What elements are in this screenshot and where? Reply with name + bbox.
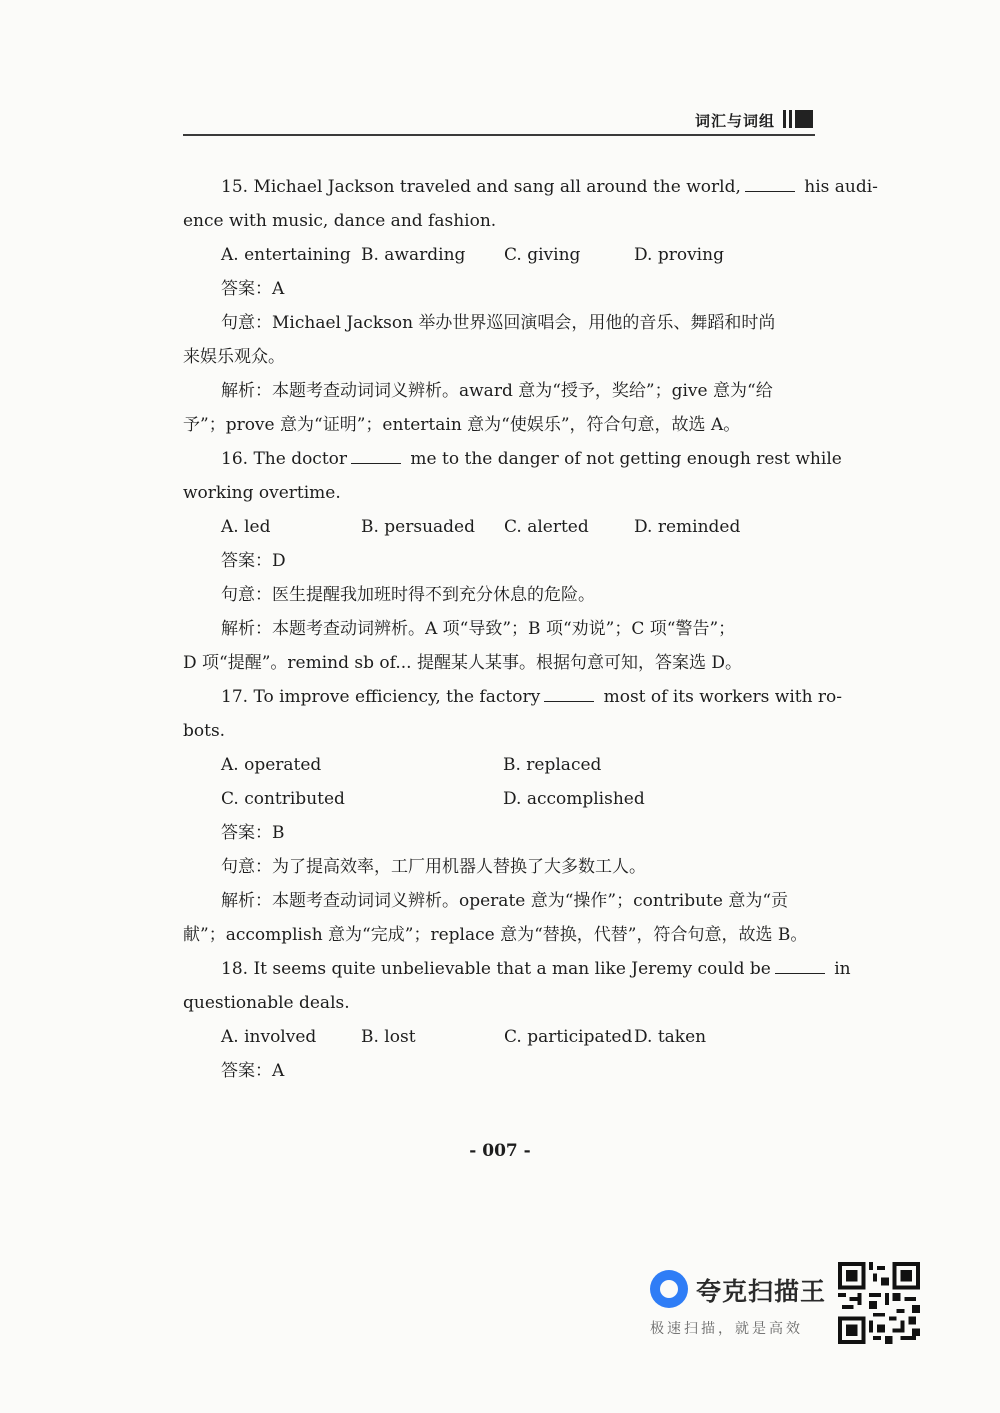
q15-analysis-line2: 予”；prove 意为“证明”；entertain 意为“使娱乐”，符合句意，故选 A。 — [183, 415, 741, 435]
page-number: - 007 - — [469, 1141, 531, 1161]
q17-option-a: A. operated — [221, 755, 322, 775]
q18-stem-line1: 18. It seems quite unbelievable that a man like Jeremy could be in — [221, 959, 851, 979]
q18-option-c: C. participated — [504, 1027, 633, 1047]
q15-stem-line1: 15. Michael Jackson traveled and sang all around the world, his audi- — [221, 177, 878, 197]
q17-analysis-line2: 献”；accomplish 意为“完成”；replace 意为“替换，代替”，符合句意，故选 B。 — [183, 925, 808, 945]
answer-blank — [775, 959, 825, 974]
page-header — [183, 104, 815, 136]
q16-option-b: B. persuaded — [361, 517, 476, 537]
q15-options — [183, 238, 815, 272]
q18-answer: 答案：A — [221, 1061, 285, 1081]
q15-option-c: C. giving — [504, 245, 581, 265]
q16-meaning-line1: 句意：医生提醒我加班时得不到充分休息的危险。 — [221, 585, 595, 605]
answer-blank — [544, 687, 594, 702]
scanner-logo-icon — [650, 1270, 688, 1308]
q17-stem-line2: bots. — [183, 721, 226, 741]
q17-stem-line1: 17. To improve efficiency, the factory most of its workers with ro- — [221, 687, 843, 707]
q17-meaning-line1: 句意：为了提高效率，工厂用机器人替换了大多数工人。 — [221, 857, 646, 877]
q16-option-c: C. alerted — [504, 517, 589, 537]
header-title: 词汇与词组 — [694, 112, 775, 130]
question-content — [183, 170, 878, 1088]
header-bar-icon — [783, 110, 813, 128]
q16-analysis-line2: D 项“提醒”。remind sb of... 提醒某人某事。根据句意可知，答案选 D。 — [183, 653, 742, 673]
q17-options-row2 — [183, 782, 815, 816]
q17-options-row1 — [183, 748, 815, 782]
q16-stem-line1: 16. The doctor me to the danger of not getting enough rest while — [221, 449, 842, 469]
q16-option-a: A. led — [221, 517, 271, 537]
q16-analysis-line1: 解析：本题考查动词辨析。A 项“导致”；B 项“劝说”；C 项“警告”； — [221, 619, 736, 639]
q15-option-b: B. awarding — [361, 245, 466, 265]
q15-analysis-line1: 解析：本题考查动词词义辨析。award 意为“授予，奖给”；give 意为“给 — [221, 381, 773, 401]
q18-option-d: D. taken — [634, 1027, 707, 1047]
q17-option-b: B. replaced — [503, 755, 602, 775]
q17-analysis-line1: 解析：本题考查动词词义辨析。operate 意为“操作”；contribute 意为“贡 — [221, 891, 789, 911]
watermark-title: 夸克扫描王 — [696, 1277, 827, 1306]
q16-option-d: D. reminded — [634, 517, 741, 537]
q17-answer: 答案：B — [221, 823, 285, 843]
q16-answer: 答案：D — [221, 551, 286, 571]
watermark-subtitle: 极速扫描，就是高效 — [650, 1321, 803, 1337]
answer-blank — [351, 449, 401, 464]
q18-stem-line2: questionable deals. — [183, 993, 350, 1013]
q15-answer: 答案：A — [221, 279, 285, 299]
q18-option-a: A. involved — [221, 1027, 317, 1047]
qr-code-icon — [837, 1262, 921, 1344]
q18-options — [183, 1020, 815, 1054]
q18-option-b: B. lost — [361, 1027, 416, 1047]
q17-option-d: D. accomplished — [503, 789, 645, 809]
q15-option-d: D. proving — [634, 245, 724, 265]
q15-meaning-line1: 句意：Michael Jackson 举办世界巡回演唱会，用他的音乐、舞蹈和时尚 — [221, 313, 776, 333]
q16-stem-line2: working overtime. — [183, 483, 341, 503]
q16-options — [183, 510, 815, 544]
answer-blank — [745, 177, 795, 192]
q17-option-c: C. contributed — [221, 789, 345, 809]
q15-option-a: A. entertaining — [221, 245, 351, 265]
q15-meaning-line2: 来娱乐观众。 — [183, 347, 285, 367]
q15-stem-line2: ence with music, dance and fashion. — [183, 211, 497, 231]
